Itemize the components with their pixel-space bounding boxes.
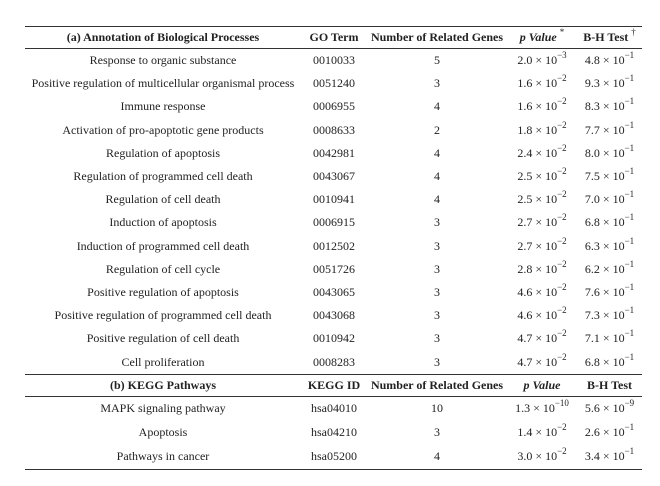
bh-mantissa: 7.3 — [584, 308, 600, 323]
table-row — [25, 445, 642, 470]
p-mantissa: 4.6 — [517, 284, 533, 299]
bh-exponent: −1 — [624, 166, 635, 177]
bio-gene-count: 3 — [434, 215, 440, 230]
bio-id: 0008283 — [313, 354, 355, 369]
bh-times-ten: × 10 — [602, 331, 625, 346]
bio-term: Positive regulation of programmed cell death — [54, 308, 272, 323]
p-mantissa: 4.7 — [517, 331, 533, 346]
bio-bh-value — [577, 49, 642, 73]
p-times-ten: × 10 — [535, 76, 558, 91]
kegg-id: hsa04210 — [311, 425, 357, 440]
bh-mantissa: 7.0 — [584, 192, 600, 207]
p-exponent: −10 — [554, 398, 569, 409]
bio-term: Positive regulation of apoptosis — [87, 284, 239, 299]
bh-mantissa: 7.1 — [584, 331, 600, 346]
p-exponent: −3 — [557, 50, 567, 61]
bio-term: Regulation of apoptosis — [106, 145, 220, 160]
bio-term: Positive regulation of cell death — [86, 331, 240, 346]
bh-mantissa: 3.4 — [584, 449, 600, 464]
section-b-title: (b) KEGG Pathways — [109, 377, 216, 392]
bio-gene-count: 3 — [434, 284, 440, 299]
bh-exponent: −1 — [624, 351, 635, 362]
bio-bh-value — [577, 350, 642, 374]
p-times-ten: × 10 — [535, 238, 558, 253]
bh-exponent: −1 — [624, 142, 635, 153]
p-times-ten: × 10 — [535, 331, 558, 346]
col-number-genes-a: Number of Related Genes — [370, 30, 504, 44]
table-row — [25, 327, 642, 350]
bh-times-ten: × 10 — [602, 238, 625, 253]
bio-bh-value — [577, 119, 642, 142]
kegg-id: hsa05200 — [311, 449, 357, 464]
kegg-bh-value — [577, 445, 642, 470]
bh-times-ten: × 10 — [602, 308, 625, 323]
bh-footnote-mark: † — [631, 27, 636, 37]
p-times-ten: × 10 — [535, 449, 558, 464]
p-exponent: −2 — [557, 96, 567, 107]
bio-gene-count: 3 — [434, 331, 440, 346]
p-times-ten: × 10 — [535, 99, 558, 114]
bio-term: Induction of programmed cell death — [76, 238, 250, 253]
p-exponent: −2 — [557, 73, 567, 84]
bh-exponent: −9 — [624, 398, 635, 409]
bh-times-ten: × 10 — [602, 354, 625, 369]
kegg-id: hsa04010 — [311, 401, 357, 416]
bio-p-value — [507, 211, 577, 234]
section-b-header — [25, 374, 642, 396]
bh-mantissa: 8.0 — [584, 145, 600, 160]
col-kegg-id: KEGG ID — [307, 377, 361, 392]
kegg-term: Pathways in cancer — [116, 449, 210, 464]
bio-id: 0006955 — [313, 99, 355, 114]
bh-exponent: −1 — [624, 281, 635, 292]
bio-p-value — [507, 119, 577, 142]
p-exponent: −2 — [557, 166, 567, 177]
bh-times-ten: × 10 — [602, 53, 625, 68]
bio-term: Regulation of cell death — [105, 192, 221, 207]
bio-id: 0008633 — [313, 122, 355, 137]
p-exponent: −2 — [557, 235, 567, 246]
p-mantissa: 2.7 — [517, 215, 533, 230]
p-times-ten: × 10 — [535, 354, 558, 369]
table-row — [25, 281, 642, 304]
bio-p-value — [507, 350, 577, 374]
p-exponent: −2 — [557, 258, 567, 269]
col-p-value-b-label: p Value — [523, 377, 561, 392]
bh-times-ten: × 10 — [602, 122, 625, 137]
p-mantissa: 1.6 — [517, 76, 533, 91]
section-b-body — [25, 396, 642, 469]
kegg-term: Apoptosis — [138, 425, 188, 440]
table-row — [25, 258, 642, 281]
bh-mantissa: 6.3 — [584, 238, 600, 253]
p-mantissa: 2.5 — [517, 169, 533, 184]
bio-gene-count: 3 — [434, 308, 440, 323]
bio-bh-value — [577, 188, 642, 211]
table-row — [25, 72, 642, 95]
p-exponent: −2 — [557, 119, 567, 130]
bh-exponent: −1 — [624, 212, 635, 223]
bio-gene-count: 4 — [434, 99, 440, 114]
kegg-p-value — [507, 445, 577, 470]
table-row — [25, 119, 642, 142]
bh-mantissa: 7.6 — [584, 284, 600, 299]
table-row — [25, 396, 642, 421]
bh-mantissa: 8.3 — [584, 99, 600, 114]
p-footnote-mark: * — [559, 27, 565, 37]
bio-id: 0010942 — [313, 331, 355, 346]
kegg-bh-value — [577, 421, 642, 445]
bh-times-ten: × 10 — [602, 215, 625, 230]
table-row — [25, 165, 642, 188]
bio-term: Activation of pro-apoptotic gene products — [62, 122, 264, 137]
p-times-ten: × 10 — [535, 53, 558, 68]
table-row — [25, 49, 642, 73]
p-times-ten: × 10 — [535, 284, 558, 299]
bh-times-ten: × 10 — [602, 76, 625, 91]
table-row — [25, 235, 642, 258]
bio-bh-value — [577, 304, 642, 327]
bh-times-ten: × 10 — [602, 261, 625, 276]
col-bh-test-a-label: B-H Test — [583, 30, 629, 44]
bio-p-value — [507, 72, 577, 95]
col-p-value-b — [507, 374, 577, 396]
bh-times-ten: × 10 — [602, 99, 625, 114]
bh-mantissa: 7.7 — [584, 122, 600, 137]
bh-times-ten: × 10 — [602, 145, 625, 160]
bh-times-ten: × 10 — [602, 284, 625, 299]
bh-mantissa: 9.3 — [584, 76, 600, 91]
p-mantissa: 1.3 — [515, 401, 531, 416]
bh-exponent: −1 — [624, 119, 635, 130]
bh-times-ten: × 10 — [602, 401, 625, 416]
bh-mantissa: 2.6 — [584, 425, 600, 440]
bio-gene-count: 3 — [434, 76, 440, 91]
bh-times-ten: × 10 — [602, 425, 625, 440]
bio-bh-value — [577, 235, 642, 258]
table-row — [25, 188, 642, 211]
bh-exponent: −1 — [624, 235, 635, 246]
p-times-ten: × 10 — [535, 145, 558, 160]
p-mantissa: 2.7 — [517, 238, 533, 253]
col-bh-test-a — [577, 27, 642, 49]
bio-bh-value — [577, 95, 642, 118]
bio-p-value — [507, 142, 577, 165]
table-row — [25, 421, 642, 445]
bio-p-value — [507, 304, 577, 327]
bio-id: 0043067 — [313, 169, 355, 184]
p-times-ten: × 10 — [535, 308, 558, 323]
bio-term: Regulation of cell cycle — [105, 261, 221, 276]
bh-exponent: −1 — [624, 305, 635, 316]
p-times-ten: × 10 — [533, 401, 555, 416]
bio-bh-value — [577, 211, 642, 234]
bh-mantissa: 5.6 — [584, 401, 600, 416]
bio-id: 0012502 — [313, 238, 355, 253]
bio-id: 0006915 — [313, 215, 355, 230]
p-exponent: −2 — [557, 328, 567, 339]
bio-p-value — [507, 188, 577, 211]
bh-mantissa: 4.8 — [584, 53, 600, 68]
bh-times-ten: × 10 — [602, 192, 625, 207]
p-mantissa: 2.0 — [517, 53, 533, 68]
kegg-gene-count: 4 — [434, 449, 440, 464]
col-go-term: GO Term — [309, 30, 359, 44]
table-row — [25, 211, 642, 234]
col-number-genes-b: Number of Related Genes — [370, 377, 504, 392]
bio-bh-value — [577, 72, 642, 95]
section-a-header — [25, 27, 642, 49]
kegg-gene-count: 10 — [431, 401, 443, 416]
p-mantissa: 4.7 — [517, 354, 533, 369]
enrichment-table — [25, 26, 642, 470]
table-row — [25, 304, 642, 327]
p-mantissa: 2.5 — [517, 192, 533, 207]
p-exponent: −2 — [557, 305, 567, 316]
p-exponent: −2 — [557, 281, 567, 292]
p-times-ten: × 10 — [535, 192, 558, 207]
bio-bh-value — [577, 142, 642, 165]
bh-mantissa: 6.8 — [584, 354, 600, 369]
bio-p-value — [507, 258, 577, 281]
bio-id: 0043068 — [313, 308, 355, 323]
kegg-term: MAPK signaling pathway — [100, 401, 226, 416]
bio-p-value — [507, 327, 577, 350]
bh-exponent: −1 — [624, 96, 635, 107]
bh-exponent: −1 — [624, 446, 635, 457]
bio-gene-count: 4 — [434, 169, 440, 184]
col-p-value-a-label: p Value — [519, 30, 557, 44]
bio-bh-value — [577, 327, 642, 350]
bh-mantissa: 6.8 — [584, 215, 600, 230]
p-exponent: −2 — [557, 351, 567, 362]
bio-p-value — [507, 235, 577, 258]
bio-id: 0010033 — [313, 53, 355, 68]
kegg-p-value — [507, 421, 577, 445]
bh-exponent: −1 — [624, 328, 635, 339]
bh-exponent: −1 — [624, 189, 635, 200]
bh-mantissa: 7.5 — [584, 169, 600, 184]
bh-exponent: −1 — [624, 50, 635, 61]
bh-exponent: −1 — [624, 422, 635, 433]
bio-p-value — [507, 165, 577, 188]
p-times-ten: × 10 — [535, 261, 558, 276]
bio-gene-count: 3 — [434, 261, 440, 276]
section-a-title: (a) Annotation of Biological Processes — [66, 30, 260, 44]
col-bh-test-b: B-H Test — [586, 377, 632, 392]
p-exponent: −2 — [557, 422, 567, 433]
bio-id: 0043065 — [313, 284, 355, 299]
bio-gene-count: 4 — [434, 192, 440, 207]
bio-term: Positive regulation of multicellular organismal process — [31, 76, 295, 91]
bio-p-value — [507, 49, 577, 73]
kegg-gene-count: 3 — [434, 425, 440, 440]
bio-gene-count: 2 — [434, 122, 440, 137]
bh-times-ten: × 10 — [602, 169, 625, 184]
p-mantissa: 2.4 — [517, 145, 533, 160]
section-a-body — [25, 49, 642, 375]
bio-term: Response to organic substance — [89, 53, 237, 68]
bio-term: Cell proliferation — [121, 354, 205, 369]
bio-id: 0042981 — [313, 145, 355, 160]
table-row — [25, 95, 642, 118]
col-p-value-a — [507, 27, 577, 49]
p-exponent: −2 — [557, 189, 567, 200]
table-row — [25, 142, 642, 165]
bio-gene-count: 3 — [434, 238, 440, 253]
bh-mantissa: 6.2 — [584, 261, 600, 276]
p-mantissa: 1.8 — [517, 122, 533, 137]
p-times-ten: × 10 — [535, 215, 558, 230]
table-row — [25, 350, 642, 374]
kegg-p-value — [507, 396, 577, 421]
p-exponent: −2 — [557, 142, 567, 153]
p-mantissa: 1.4 — [517, 425, 533, 440]
bio-bh-value — [577, 165, 642, 188]
bio-term: Immune response — [120, 99, 206, 114]
p-times-ten: × 10 — [535, 425, 558, 440]
p-times-ten: × 10 — [535, 169, 558, 184]
bio-id: 0051726 — [313, 261, 355, 276]
bh-exponent: −1 — [624, 73, 635, 84]
p-mantissa: 4.6 — [517, 308, 533, 323]
bio-gene-count: 3 — [434, 354, 440, 369]
bio-term: Regulation of programmed cell death — [73, 169, 253, 184]
bio-gene-count: 4 — [434, 145, 440, 160]
p-exponent: −2 — [557, 446, 567, 457]
kegg-bh-value — [577, 396, 642, 421]
bio-bh-value — [577, 281, 642, 304]
bio-id: 0051240 — [313, 76, 355, 91]
p-exponent: −2 — [557, 212, 567, 223]
p-mantissa: 2.8 — [517, 261, 533, 276]
p-times-ten: × 10 — [535, 122, 558, 137]
bio-bh-value — [577, 258, 642, 281]
bh-exponent: −1 — [624, 258, 635, 269]
bio-p-value — [507, 95, 577, 118]
bh-times-ten: × 10 — [602, 449, 625, 464]
bio-gene-count: 5 — [434, 53, 440, 68]
bio-term: Induction of apoptosis — [109, 215, 217, 230]
p-mantissa: 3.0 — [517, 449, 533, 464]
bio-p-value — [507, 281, 577, 304]
bio-id: 0010941 — [313, 192, 355, 207]
p-mantissa: 1.6 — [517, 99, 533, 114]
